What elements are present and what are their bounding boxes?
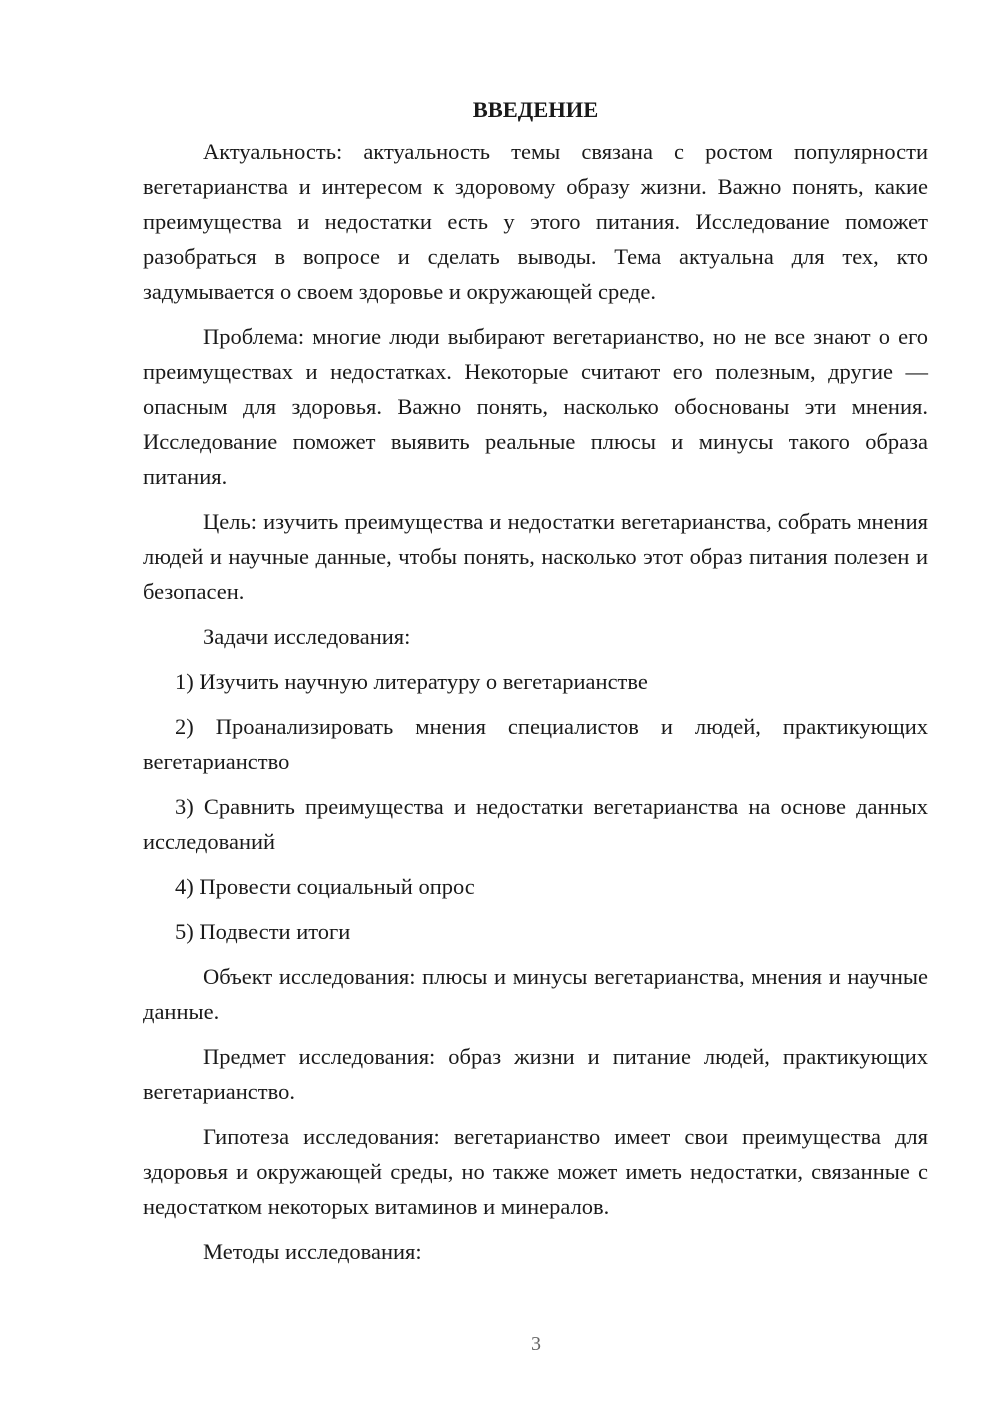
task-item: 5) Подвести итоги [175,919,351,944]
problem-paragraph: Проблема: многие люди выбирают вегетарианство, но не все знают о его преимуществах и недостатках. Некоторые считают его полезным, другие — опасным для здоровья. Важно понять, насколько обоснованы эти мнения. Исследование поможет выявить реальные плюсы и минусы такого образа питания. [143,324,928,489]
page-content [143,92,928,1279]
methods-heading: Методы исследования: [203,1239,422,1264]
object-paragraph: Объект исследования: плюсы и минусы вегетарианства, мнения и научные данные. [143,964,928,1024]
page-number: 3 [531,1333,541,1355]
hypothesis-paragraph: Гипотеза исследования: вегетарианство имеет свои преимущества для здоровья и окружающей среды, но также может иметь недостатки, связанные с недостатком некоторых витаминов и минералов. [143,1124,928,1219]
relevance-paragraph: Актуальность: актуальность темы связана с ростом популярности вегетарианства и интересом к здоровому образу жизни. Важно понять, какие преимущества и недостатки есть у этого питания. Исследование поможет разобраться в вопросе и сделать выводы. Тема актуальна для тех, кто задумывается о своем здоровье и окружающей среде. [143,139,928,304]
task-item: 3) Сравнить преимущества и недостатки вегетарианства на основе данных исследований [143,794,928,854]
task-item: 2) Проанализировать мнения специалистов и людей, практикующих вегетарианство [143,714,928,774]
goal-paragraph: Цель: изучить преимущества и недостатки вегетарианства, собрать мнения людей и научные данные, чтобы понять, насколько этот образ питания полезен и безопасен. [143,509,928,604]
task-item: 4) Провести социальный опрос [175,874,475,899]
subject-paragraph: Предмет исследования: образ жизни и питание людей, практикующих вегетарианство. [143,1044,928,1104]
tasks-heading: Задачи исследования: [203,624,411,649]
task-item: 1) Изучить научную литературу о вегетарианстве [175,669,648,694]
section-heading: ВВЕДЕНИЕ [472,97,599,122]
